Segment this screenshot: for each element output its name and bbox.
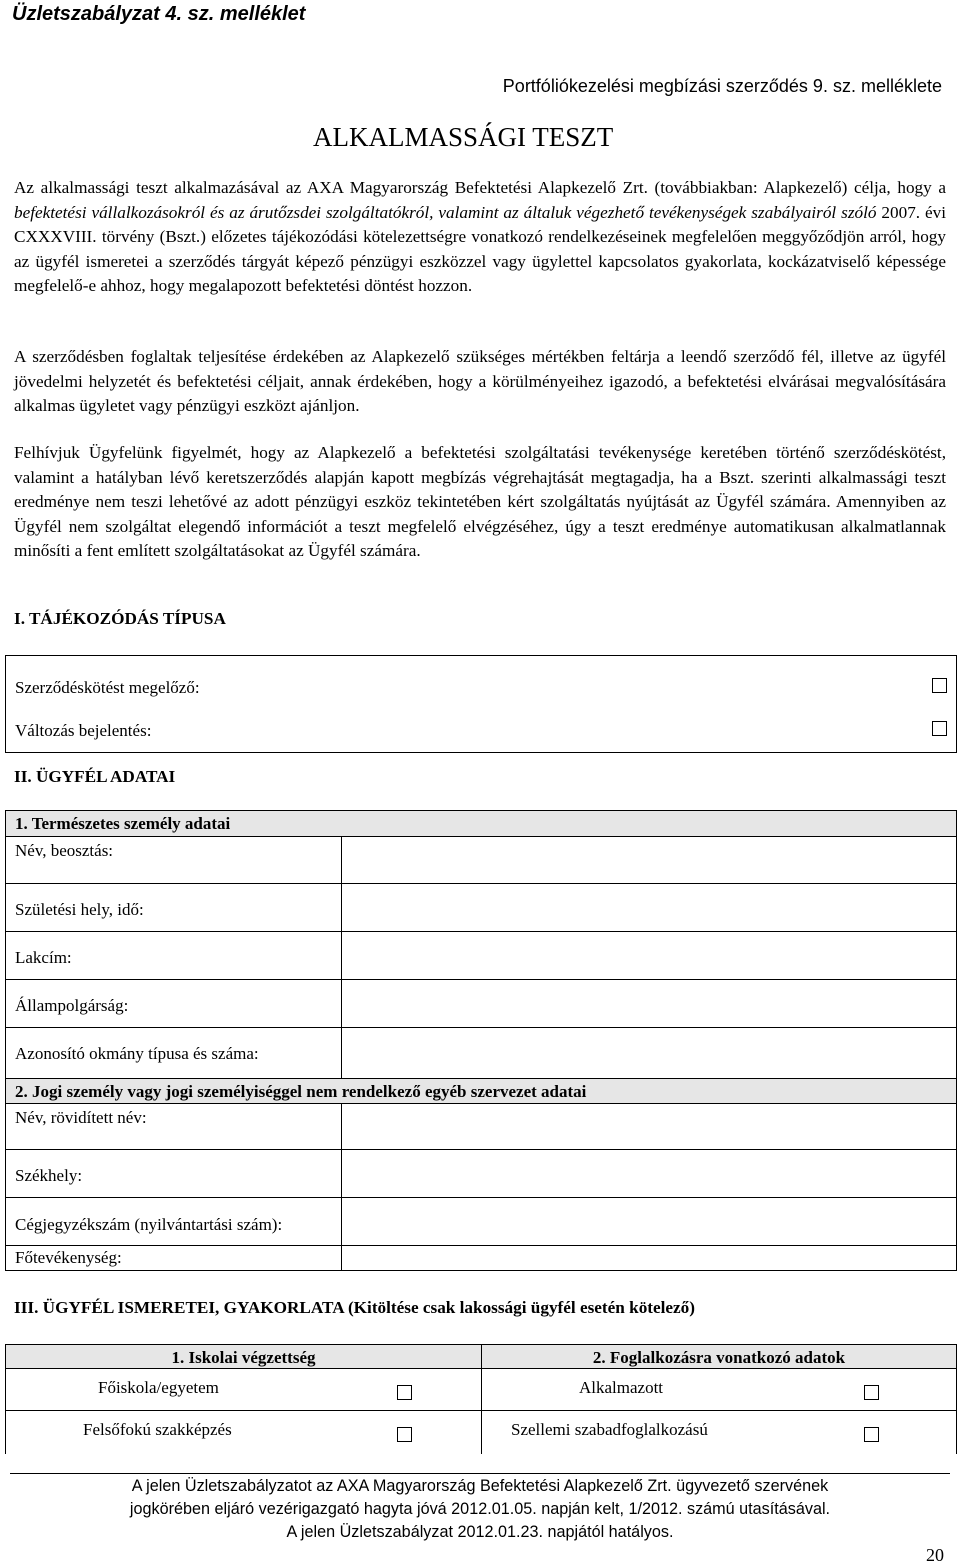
field-label: Lakcím: [6,932,342,980]
field-value-fotevekenyseg[interactable] [342,1246,957,1271]
footer-line-3: A jelen Üzletszabályzat 2012.01.23. napjától hatályos. [286,1523,674,1541]
tajekozodas-checkboxes [626,656,957,753]
field-label: Név, beosztás: [6,837,342,884]
checkbox-szerzodeskotest[interactable] [932,678,947,693]
checkbox-szakkepzes[interactable] [397,1427,412,1442]
footer [0,1475,960,1544]
ismeretek-table [5,1344,957,1454]
field-label: Székhely: [6,1150,342,1198]
col-header-foglalkozas: 2. Foglalkozásra vonatkozó adatok [482,1345,957,1369]
field-value-okmany[interactable] [342,1028,957,1079]
checkbox-szellemi[interactable] [864,1427,879,1442]
section-1-title: I. TÁJÉKOZÓDÁS TÍPUSA [14,609,226,628]
field-value-cegjegyzekszam[interactable] [342,1198,957,1246]
intro-p1-end: 2007. évi CXXXVIII. törvény (Bszt.) előzetes tájékozódási kötelezettségre vonatkozó rendelkezéseinek megfelelően meggyőződjön arról, hogy az ügyfél ismeretei a szerződés tárgyát képező pénzügyi eszközzel vagy ügylettel kapcsolatos gyakorlata, kockázatviselő képessége megfelelő-e ahhoz, hogy megalapozott befektetési döntést hozzon. [14,202,947,296]
field-label: Születési hely, idő: [6,884,342,932]
section-3-title: III. ÜGYFÉL ISMERETEI, GYAKORLATA (Kitöltése csak lakossági ügyfél esetén kötelező) [14,1298,695,1317]
row-left [6,1411,482,1454]
row-right [482,1411,957,1454]
footer-line-1: A jelen Üzletszabályzatot az AXA Magyarország Befektetési Alapkezelő Zrt. ügyvezető szervének [131,1477,829,1495]
footer-line-2: jogkörében eljáró vezérigazgató hagyta jóvá 2012.01.05. napján kelt, 1/2012. számú utasításával. [129,1500,831,1518]
field-value-szuletes[interactable] [342,884,957,932]
option-label: Alkalmazott [579,1378,664,1397]
ugyfel-adatai-table [5,810,957,1271]
footer-divider [10,1473,950,1474]
document-header: Üzletszabályzat 4. sz. melléklet [12,3,306,25]
field-value-nev[interactable] [342,837,957,884]
tajekozodas-table [5,655,957,753]
row-right [482,1369,957,1411]
tajekozodas-labels [6,656,627,753]
intro-p1-law-title: befektetési vállalkozásokról és az árutőzsdei szolgáltatókról, valamint az általuk végezhető tevékenységek szabályairól szóló [14,202,877,222]
intro-p1-start: Az alkalmassági teszt alkalmazásával az AXA Magyarország Befektetési Alapkezelő Zrt. (továbbiakban: Alapkezelő) célja, hogy a [14,178,946,197]
page-title: ALKALMASSÁGI TESZT [313,122,614,152]
option-label: Felsőfokú szakképzés [83,1420,232,1439]
checkbox-alkalmazott[interactable] [864,1385,879,1400]
field-label: Cégjegyzékszám (nyilvántartási szám): [6,1198,342,1246]
field-value-lakcim[interactable] [342,932,957,980]
intro-paragraph-3: Felhívjuk Ügyfelünk figyelmét, hogy az Alapkezelő a befektetési szolgáltatási tevékenysége keretében történő szerződéskötést, valamint a hatályban lévő keretszerződés alapján kapott megbízás végrehajtását megtagadja, ha a Bszt. szerinti alkalmassági teszt eredménye nem teszi lehetővé az adott pénzügyi eszköz tekintetében kért szolgáltatás nyújtását az Ügyfél számára. Amennyiben az Ügyfél nem szolgáltat elegendő információt a teszt megfelelő elvégzéséhez, úgy a teszt eredménye automatikusan alkalmatlannak minősíti a fent említett szolgáltatásokat az Ügyfél számára. [14,443,946,561]
field-value-allampolgarsag[interactable] [342,980,957,1028]
natural-person-header: 1. Természetes személy adatai [6,811,957,837]
field-value-szekhely[interactable] [342,1150,957,1198]
field-value-cegnev[interactable] [342,1104,957,1150]
row-left [6,1369,482,1411]
annex-label: Portfóliókezelési megbízási szerződés 9. sz. melléklete [502,76,942,96]
checkbox-valtozas[interactable] [932,721,947,736]
field-label: Azonosító okmány típusa és száma: [6,1028,342,1079]
intro-paragraph-2: A szerződésben foglaltak teljesítése érdekében az Alapkezelő szükséges mértékben feltárja a leendő szerződő fél, illetve az ügyfél jövedelmi helyzetét és befektetési céljait, annak érdekében, hogy a körülményeihez igazodó, a befektetési elvárásai megvalósítására alkalmas ügyletet vagy pénzügyi eszközt ajánljon. [14,347,946,416]
field-label: Főtevékenység: [6,1246,342,1271]
field-label: Állampolgárság: [6,980,342,1028]
intro-paragraph-1 [14,176,946,299]
page-number: 20 [926,1545,944,1565]
option-label: Főiskola/egyetem [98,1378,219,1397]
checkbox-foiskola[interactable] [397,1385,412,1400]
tajekozodas-label-1: Szerződéskötést megelőző: [15,678,200,697]
field-label: Név, rövidített név: [6,1104,342,1150]
section-2-title: II. ÜGYFÉL ADATAI [14,767,176,786]
col-header-iskolai: 1. Iskolai végzettség [6,1345,482,1369]
tajekozodas-label-2: Változás bejelentés: [15,721,152,740]
legal-entity-header: 2. Jogi személy vagy jogi személyiséggel nem rendelkező egyéb szervezet adatai [6,1079,957,1104]
option-label: Szellemi szabadfoglalkozású [511,1420,708,1439]
